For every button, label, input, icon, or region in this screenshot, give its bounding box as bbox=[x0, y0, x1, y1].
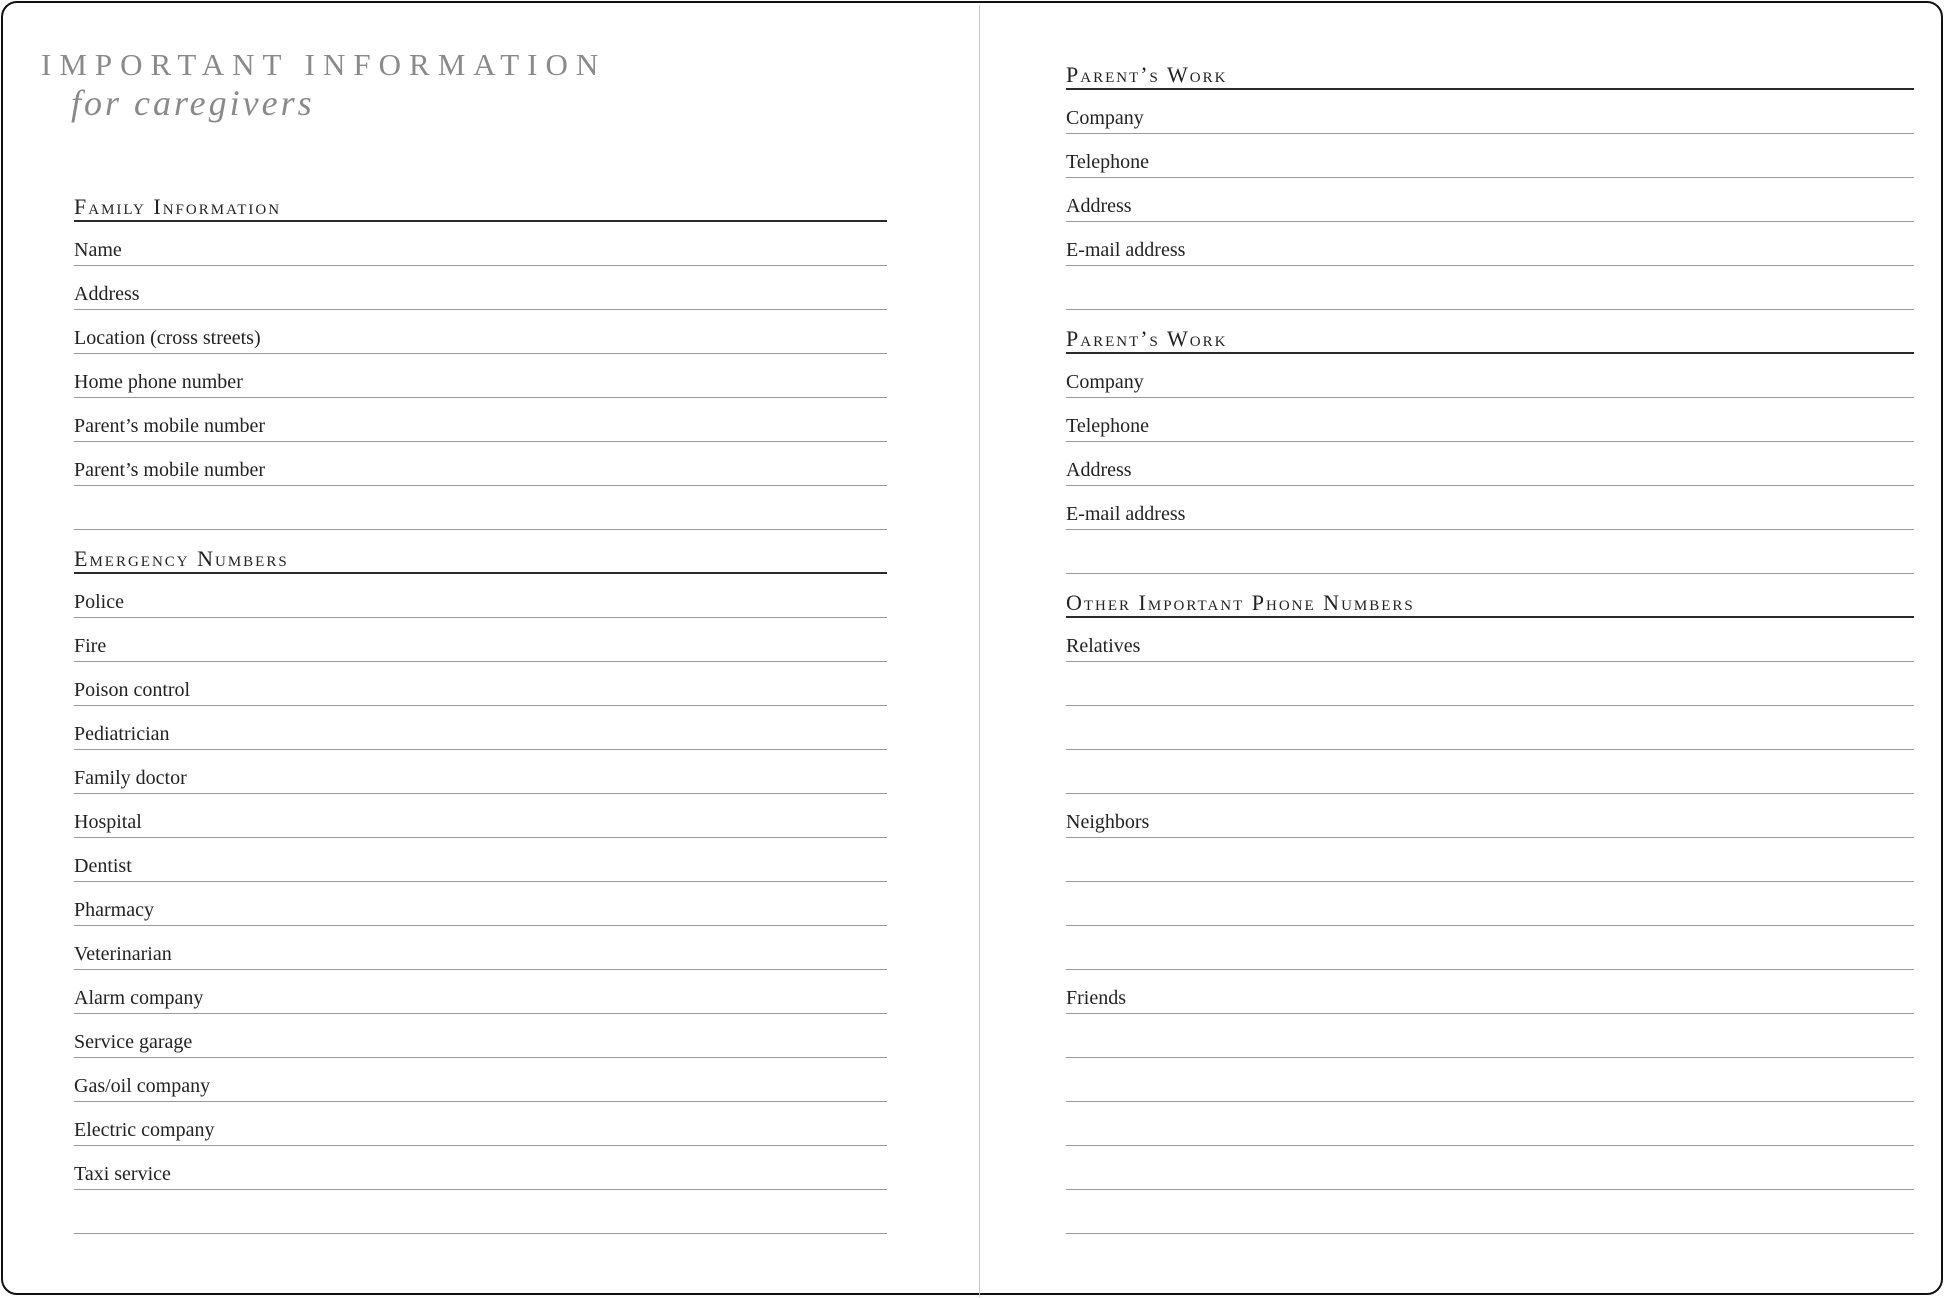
field-name[interactable] bbox=[74, 222, 887, 266]
field-home-phone[interactable] bbox=[74, 354, 887, 398]
left-page bbox=[74, 178, 887, 1234]
field-electric-company[interactable] bbox=[74, 1102, 887, 1146]
field-fire[interactable] bbox=[74, 618, 887, 662]
field-label: Family doctor bbox=[74, 767, 187, 789]
section-heading: Other Important Phone Numbers bbox=[1066, 590, 1415, 615]
page-spine bbox=[979, 5, 980, 1297]
section-heading: Family Information bbox=[74, 194, 282, 219]
field-email[interactable] bbox=[1066, 486, 1914, 530]
field-neighbors[interactable] bbox=[1066, 794, 1914, 838]
field-label: Pharmacy bbox=[74, 899, 154, 921]
section-parents-work-2 bbox=[1066, 310, 1914, 354]
page-header bbox=[41, 47, 606, 123]
section-heading: Parent’s Work bbox=[1066, 62, 1228, 87]
field-label: Parent’s mobile number bbox=[74, 415, 266, 437]
field-police[interactable] bbox=[74, 574, 887, 618]
section-heading: Parent’s Work bbox=[1066, 326, 1228, 351]
field-label: Relatives bbox=[1066, 635, 1141, 657]
blank-line[interactable] bbox=[1066, 838, 1914, 882]
field-label: E-mail address bbox=[1066, 239, 1186, 261]
field-relatives[interactable] bbox=[1066, 618, 1914, 662]
field-pharmacy[interactable] bbox=[74, 882, 887, 926]
field-alarm-company[interactable] bbox=[74, 970, 887, 1014]
blank-line[interactable] bbox=[1066, 266, 1914, 310]
field-label: Address bbox=[1066, 459, 1132, 481]
field-company[interactable] bbox=[1066, 354, 1914, 398]
field-label: Alarm company bbox=[74, 987, 204, 1009]
field-label: Home phone number bbox=[74, 371, 243, 393]
field-dentist[interactable] bbox=[74, 838, 887, 882]
field-label: Name bbox=[74, 239, 122, 261]
field-label: Friends bbox=[1066, 987, 1126, 1009]
field-gas-oil-company[interactable] bbox=[74, 1058, 887, 1102]
field-label: Gas/oil company bbox=[74, 1075, 211, 1097]
field-telephone[interactable] bbox=[1066, 134, 1914, 178]
field-address[interactable] bbox=[74, 266, 887, 310]
section-parents-work-1 bbox=[1066, 46, 1914, 90]
field-taxi-service[interactable] bbox=[74, 1146, 887, 1190]
field-label: Fire bbox=[74, 635, 107, 657]
field-label: E-mail address bbox=[1066, 503, 1186, 525]
right-page bbox=[1066, 46, 1914, 1234]
blank-line[interactable] bbox=[1066, 882, 1914, 926]
field-label: Taxi service bbox=[74, 1163, 171, 1185]
blank-line[interactable] bbox=[1066, 1190, 1914, 1234]
page-title: IMPORTANT INFORMATION bbox=[41, 47, 607, 82]
field-label: Address bbox=[1066, 195, 1132, 217]
field-email[interactable] bbox=[1066, 222, 1914, 266]
field-label: Company bbox=[1066, 107, 1144, 129]
field-address[interactable] bbox=[1066, 442, 1914, 486]
blank-line[interactable] bbox=[74, 1190, 887, 1234]
field-label: Neighbors bbox=[1066, 811, 1150, 833]
field-label: Location (cross streets) bbox=[74, 327, 261, 349]
section-other-phone-numbers bbox=[1066, 574, 1914, 618]
field-label: Police bbox=[74, 591, 124, 613]
blank-line[interactable] bbox=[1066, 750, 1914, 794]
field-telephone[interactable] bbox=[1066, 398, 1914, 442]
field-parent-mobile-1[interactable] bbox=[74, 398, 887, 442]
blank-line[interactable] bbox=[1066, 1014, 1914, 1058]
field-label: Pediatrician bbox=[74, 723, 170, 745]
blank-line[interactable] bbox=[1066, 662, 1914, 706]
blank-line[interactable] bbox=[1066, 1102, 1914, 1146]
field-company[interactable] bbox=[1066, 90, 1914, 134]
field-parent-mobile-2[interactable] bbox=[74, 442, 887, 486]
field-label: Parent’s mobile number bbox=[74, 459, 266, 481]
planner-spread bbox=[1, 1, 1943, 1295]
field-family-doctor[interactable] bbox=[74, 750, 887, 794]
field-label: Company bbox=[1066, 371, 1144, 393]
field-pediatrician[interactable] bbox=[74, 706, 887, 750]
field-service-garage[interactable] bbox=[74, 1014, 887, 1058]
blank-line[interactable] bbox=[1066, 1146, 1914, 1190]
section-family-information bbox=[74, 178, 887, 222]
field-label: Veterinarian bbox=[74, 943, 172, 965]
field-location[interactable] bbox=[74, 310, 887, 354]
field-hospital[interactable] bbox=[74, 794, 887, 838]
blank-line[interactable] bbox=[1066, 530, 1914, 574]
section-emergency-numbers bbox=[74, 530, 887, 574]
page-subtitle: for caregivers bbox=[71, 83, 315, 123]
blank-line[interactable] bbox=[1066, 706, 1914, 750]
blank-line[interactable] bbox=[1066, 926, 1914, 970]
field-label: Electric company bbox=[74, 1119, 215, 1141]
field-address[interactable] bbox=[1066, 178, 1914, 222]
field-label: Service garage bbox=[74, 1031, 193, 1053]
field-poison-control[interactable] bbox=[74, 662, 887, 706]
blank-line[interactable] bbox=[74, 486, 887, 530]
field-label: Telephone bbox=[1066, 415, 1150, 437]
field-label: Telephone bbox=[1066, 151, 1150, 173]
field-veterinarian[interactable] bbox=[74, 926, 887, 970]
field-label: Dentist bbox=[74, 855, 132, 877]
blank-line[interactable] bbox=[1066, 1058, 1914, 1102]
field-label: Hospital bbox=[74, 811, 142, 833]
field-friends[interactable] bbox=[1066, 970, 1914, 1014]
field-label: Address bbox=[74, 283, 140, 305]
field-label: Poison control bbox=[74, 679, 191, 701]
section-heading: Emergency Numbers bbox=[74, 546, 289, 571]
